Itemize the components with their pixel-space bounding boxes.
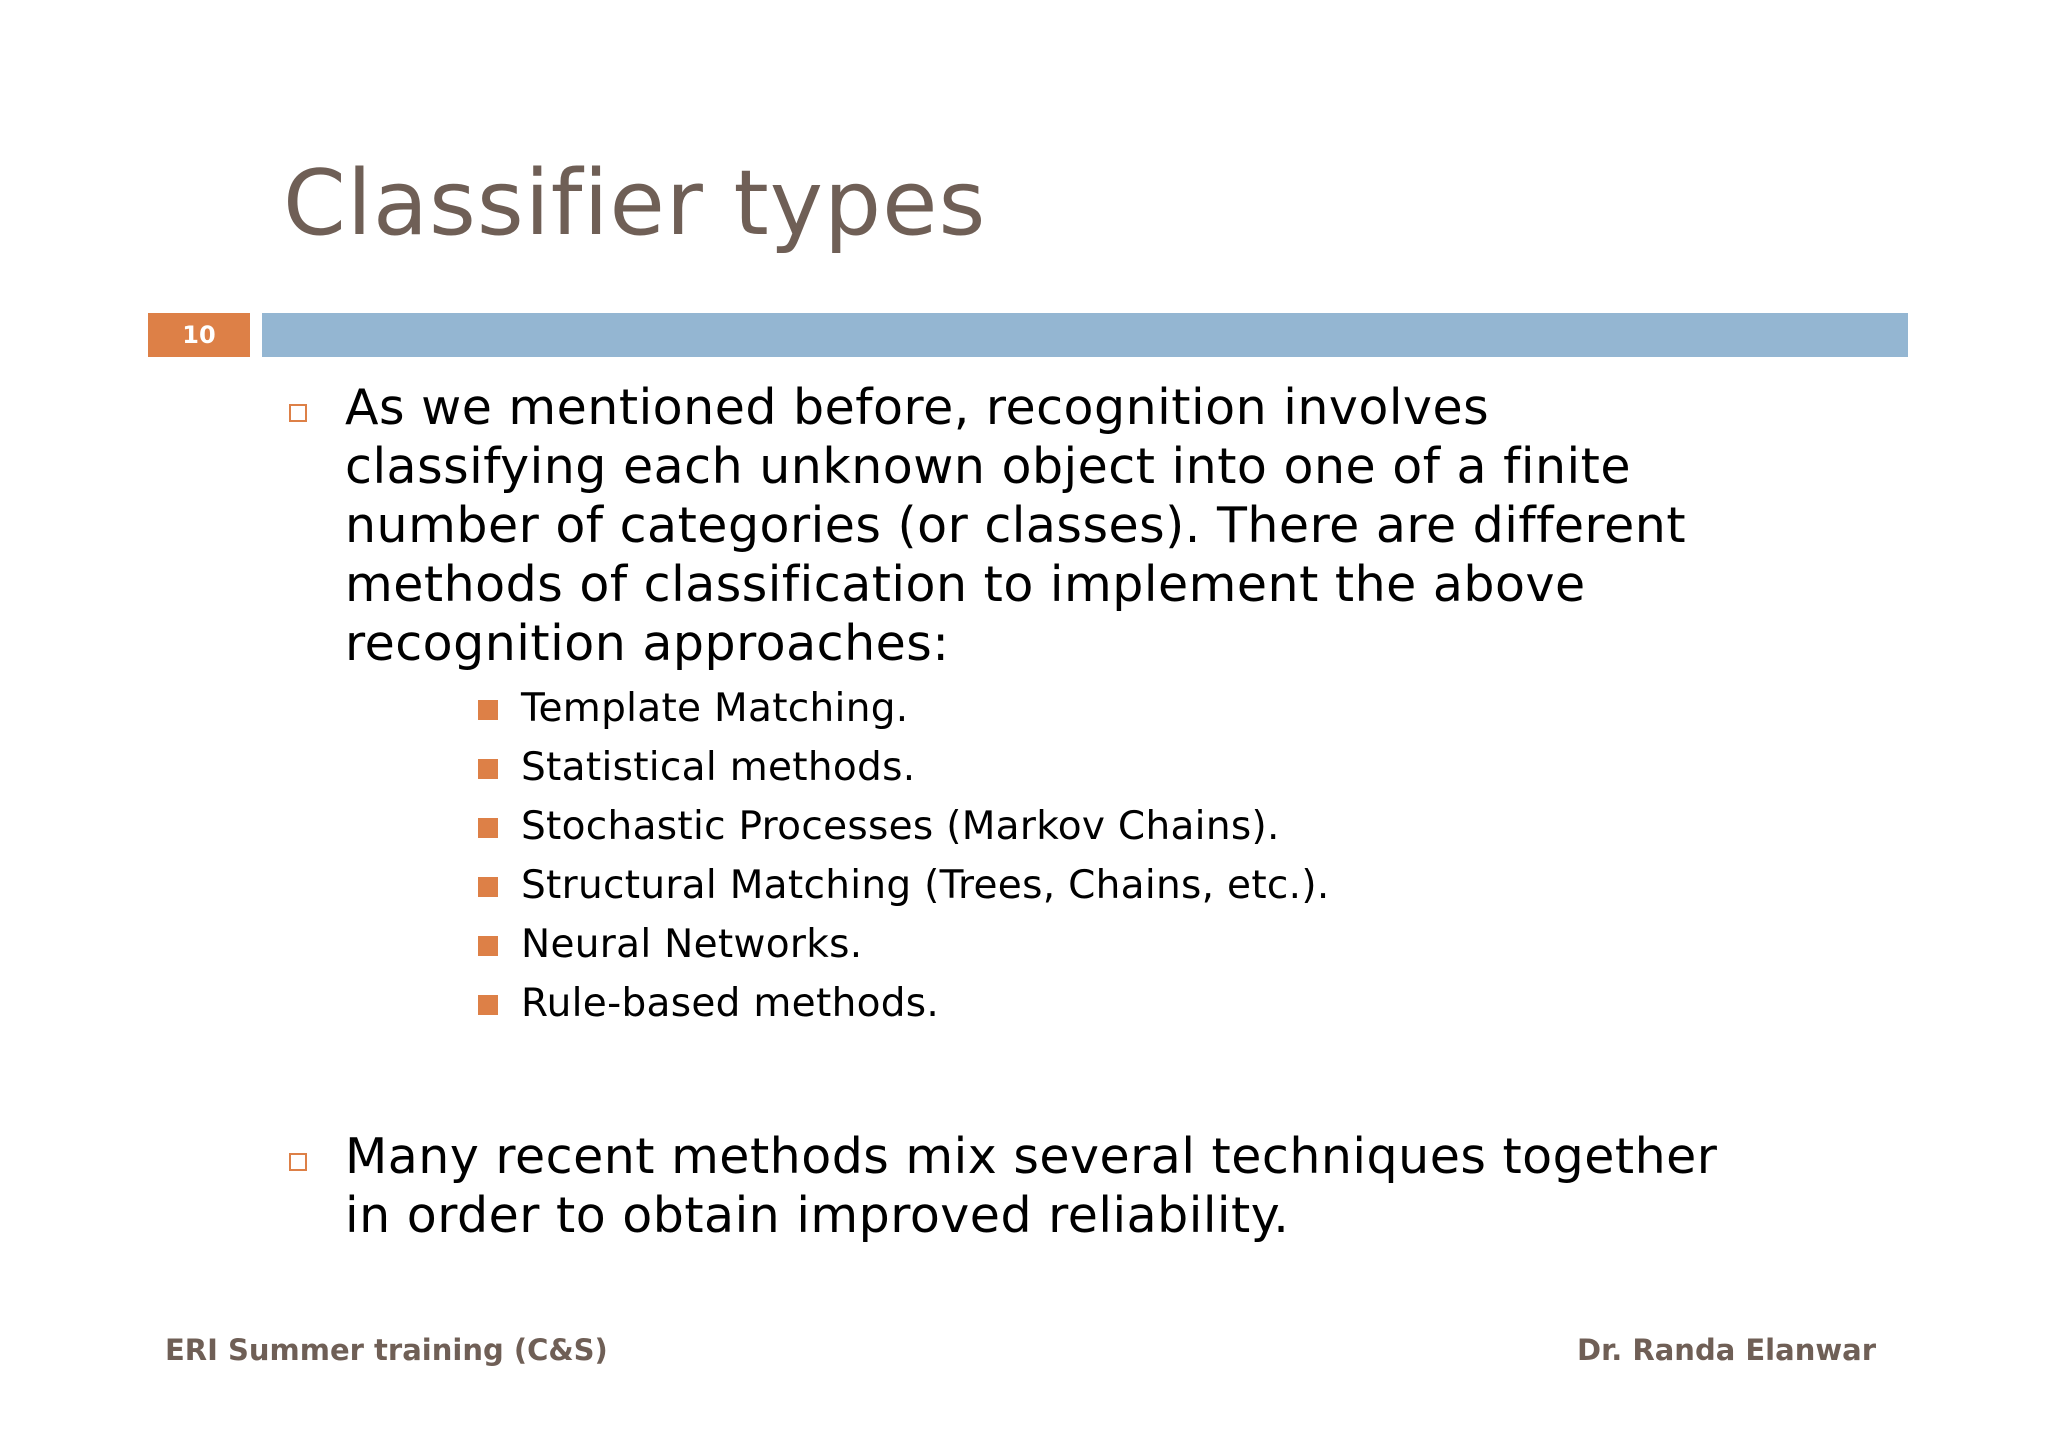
sub-bullet-text: Structural Matching (Trees, Chains, etc.). [521,863,1330,908]
sub-bullet-list [345,679,1733,1033]
filled-square-icon [478,759,498,779]
sub-bullet-item [521,797,1733,856]
sub-bullet-text: Stochastic Processes (Markov Chains). [521,804,1280,849]
sub-bullet-text: Template Matching. [521,686,909,731]
filled-square-icon [478,818,498,838]
hollow-square-icon [289,1153,307,1171]
main-bullet-text: As we mentioned before, recognition involves classifying each unknown object into one of a finite number of categories (or classes). There are different methods of classification to implement the above recognition approaches: [345,379,1687,672]
page-number-badge: 10 [148,313,250,357]
slide-title: Classifier types [283,151,987,256]
sub-bullet-item [521,856,1733,915]
hollow-square-icon [289,404,307,422]
main-bullet [283,1127,1733,1245]
sub-bullet-text: Statistical methods. [521,745,916,790]
filled-square-icon [478,700,498,720]
sub-bullet-item [521,974,1733,1033]
filled-square-icon [478,995,498,1015]
sub-bullet-text: Neural Networks. [521,922,863,967]
sub-bullet-item [521,738,1733,797]
sub-bullet-item [521,915,1733,974]
main-bullet-text: Many recent methods mix several techniques together in order to obtain improved reliability. [345,1128,1718,1244]
sub-bullet-item [521,679,1733,738]
slide-content [283,378,1733,1245]
title-divider-bar [262,313,1908,357]
filled-square-icon [478,877,498,897]
footer-course: ERI Summer training (C&S) [165,1333,608,1367]
footer-author: Dr. Randa Elanwar [1577,1333,1876,1367]
filled-square-icon [478,936,498,956]
sub-bullet-text: Rule-based methods. [521,981,940,1026]
main-bullet [283,378,1733,1033]
